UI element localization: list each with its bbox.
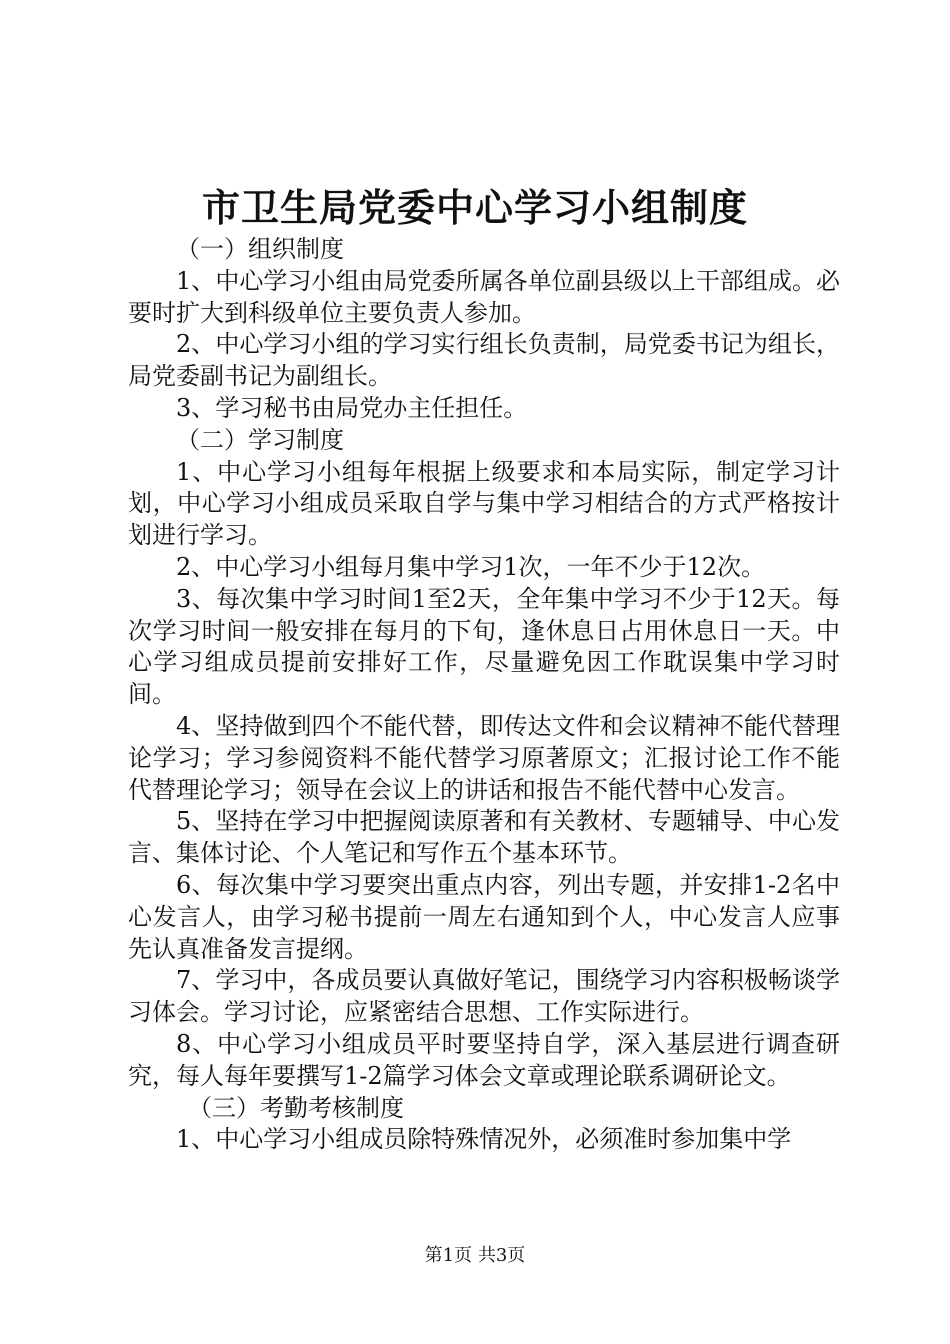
paragraph: 4、坚持做到四个不能代替，即传达文件和会议精神不能代替理论学习；学习参阅资料不能代替学习原著原文；汇报讨论工作不能代替理论学习；领导在会议上的讲话和报告不能代替中心发言。 bbox=[128, 711, 840, 804]
paragraph: 1、中心学习小组每年根据上级要求和本局实际，制定学习计划，中心学习小组成员采取自学与集中学习相结合的方式严格按计划进行学习。 bbox=[128, 457, 840, 550]
paragraph: 5、坚持在学习中把握阅读原著和有关教材、专题辅导、中心发言、集体讨论、个人笔记和写作五个基本环节。 bbox=[128, 807, 840, 868]
paragraph: 2、中心学习小组每月集中学习1次，一年不少于12次。 bbox=[176, 552, 766, 581]
paragraph: 1、中心学习小组由局党委所属各单位副县级以上干部组成。必要时扩大到科级单位主要负责人参加。 bbox=[128, 266, 840, 327]
paragraph: 8、中心学习小组成员平时要坚持自学，深入基层进行调查研究，每人每年要撰写1-2篇学习体会文章或理论联系调研论文。 bbox=[128, 1029, 840, 1090]
paragraph: 2、中心学习小组的学习实行组长负责制，局党委书记为组长，局党委副书记为副组长。 bbox=[128, 330, 840, 391]
section-heading-organization: （一）组织制度 bbox=[176, 235, 344, 263]
section-heading-study: （二）学习制度 bbox=[176, 425, 344, 454]
page-footer: 第1页 共3页 bbox=[424, 1245, 526, 1266]
document-title: 市卫生局党委中心学习小组制度 bbox=[201, 185, 748, 230]
paragraph: 3、学习秘书由局党办主任担任。 bbox=[176, 393, 528, 422]
section-heading-attendance: （三）考勤考核制度 bbox=[188, 1093, 404, 1122]
paragraph: 1、中心学习小组成员除特殊情况外，必须准时参加集中学 bbox=[176, 1125, 792, 1154]
paragraph: 7、学习中，各成员要认真做好笔记，围绕学习内容积极畅谈学习体会。学习讨论，应紧密结合思想、工作实际进行。 bbox=[128, 966, 840, 1027]
paragraph: 6、每次集中学习要突出重点内容，列出专题，并安排1-2名中心发言人，由学习秘书提前一周左右通知到个人，中心发言人应事先认真准备发言提纲。 bbox=[128, 870, 840, 963]
paragraph: 3、每次集中学习时间1至2天，全年集中学习不少于12天。每次学习时间一般安排在每月的下旬，逢休息日占用休息日一天。中心学习组成员提前安排好工作，尽量避免因工作耽误集中学习时间。 bbox=[128, 584, 840, 709]
document-body bbox=[128, 234, 840, 1156]
